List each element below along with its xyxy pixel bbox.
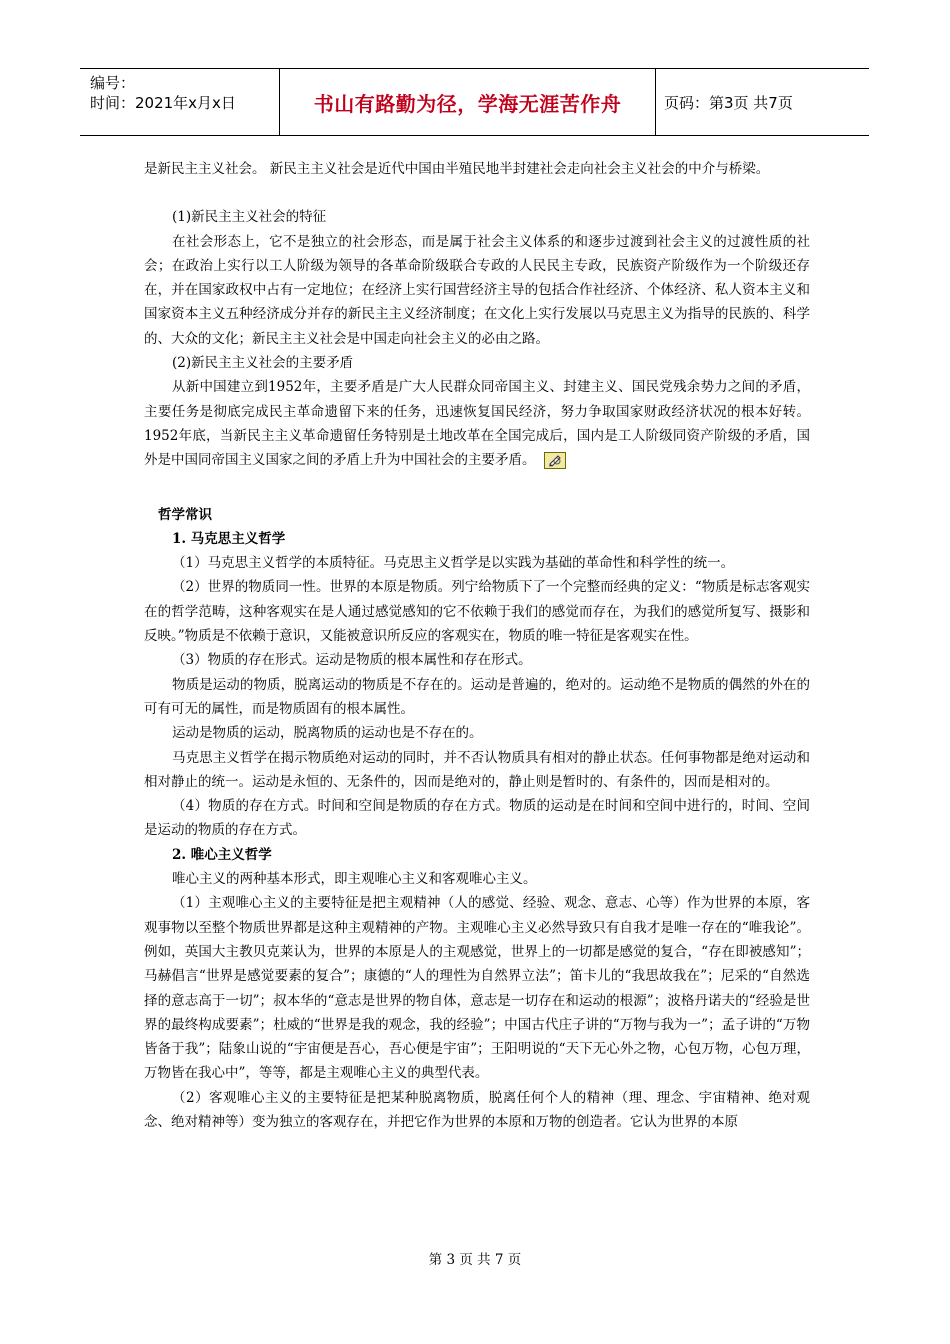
paragraph: （1）马克思主义哲学的本质特征。马克思主义哲学是以实践为基础的革命性和科学性的统一。 [172, 555, 735, 572]
page-footer: 第 3 页 共 7 页 [428, 1252, 522, 1268]
header-motto: 书山有路勤为径，学海无涯苦作舟 [280, 69, 656, 135]
document-body [144, 157, 810, 1134]
subsection-title: 1. 马克思主义哲学 [172, 530, 286, 547]
paragraph: （4）物质的存在方式。时间和空间是物质的存在方式。物质的运动是在时间和空间中进行的，时间、空间是运动的物质的存在方式。 [144, 798, 810, 839]
memo-icon[interactable] [544, 452, 566, 469]
number-label: 编号： [90, 74, 136, 92]
header-meta [80, 69, 280, 135]
paragraph: 唯心主义的两种基本形式，即主观唯心主义和客观唯心主义。 [172, 871, 537, 888]
header-page-code: 页码：第3页 共7页 [664, 93, 793, 112]
paragraph: 物质是运动的物质，脱离运动的物质是不存在的。运动是普遍的，绝对的。运动绝不是物质的偶然的外在的可有可无的属性，而是物质固有的根本属性。 [144, 676, 810, 717]
paragraph: 运动是物质的运动，脱离物质的运动也是不存在的。 [172, 725, 483, 742]
section-title: 哲学常识 [158, 506, 212, 523]
paragraph: （2）世界的物质同一性。世界的本原是物质。列宁给物质下了一个完整而经典的定义：“物质是标志客观实在的哲学范畴，这种客观实在是人通过感觉感知的它不依赖于我们的感觉而存在，为我们的感觉所复写、摄影和反映。”物质是不依赖于意识，又能被意识所反应的客观实在，物质的唯一特征是客观实在性。 [144, 579, 810, 645]
time-label: 时间：2021年x月x日 [90, 94, 236, 112]
subheading: (2)新民主主义社会的主要矛盾 [172, 355, 354, 372]
paragraph-text: 从新中国建立到1952年，主要矛盾是广大人民群众同帝国主义、封建主义、国民党残余势力之间的矛盾，主要任务是彻底完成民主革命遗留下来的任务，迅速恢复国民经济，努力争取国家财政经济状况的根本好转。1952年底，当新民主主义革命遗留任务特别是土地改革在全国完成后，国内是工人阶级同资产阶级的矛盾，国外是中国同帝国主义国家之间的矛盾上升为中国社会的主要矛盾。 [144, 379, 810, 469]
paragraph: （2）客观唯心主义的主要特征是把某种脱离物质，脱离任何个人的精神（理、理念、宇宙精神、绝对观念、绝对精神等）变为独立的客观存在，并把它作为世界的本原和万物的创造者。它认为世界的本原 [144, 1089, 810, 1130]
paragraph: （1）主观唯心主义的主要特征是把主观精神（人的感觉、经验、观念、意志、心等）作为世界的本原，客观事物以至整个物质世界都是这种主观精神的产物。主观唯心主义必然导致只有自我才是唯一存在的“唯我论”。例如，英国大主教贝克莱认为，世界的本原是人的主观感觉，世界上的一切都是感觉的复合，“存在即被感知”；马赫倡言“世界是感觉要素的复合”；康德的“人的理性为自然界立法”；笛卡儿的“我思故我在”；尼采的“自然选择的意志高于一切”；叔本华的“意志是世界的物自体，意志是一切存在和运动的根源”；波格丹诺夫的“经验是世界的最终构成要素”；杜威的“世界是我的观念，我的经验”；中国古代庄子讲的“万物与我为一”；孟子讲的“万物皆备于我”；陆象山说的“宇宙便是吾心，吾心便是宇宙”；王阳明说的“天下无心外之物，心包万物，心包万理，万物皆在我心中”，等等，都是主观唯心主义的典型代表。 [144, 895, 810, 1082]
paragraph: 马克思主义哲学在揭示物质绝对运动的同时，并不否认物质具有相对的静止状态。任何事物都是绝对运动和相对静止的统一。运动是永恒的、无条件的，因而是绝对的，静止则是暂时的、有条件的，因而是相对的。 [144, 749, 810, 790]
subheading: (1)新民主主义社会的特征 [172, 209, 327, 226]
page-header [80, 68, 869, 136]
paragraph: 在社会形态上，它不是独立的社会形态，而是属于社会主义体系的和逐步过渡到社会主义的过渡性质的社会；在政治上实行以工人阶级为领导的各革命阶级联合专政的人民民主专政，民族资产阶级作为一个阶级还存在，并在国家政权中占有一定地位；在经济上实行国营经济主导的包括合作社经济、个体经济、私人资本主义和国家资本主义五种经济成分并存的新民主主义经济制度；在文化上实行发展以马克思主义为指导的民族的、科学的、大众的文化；新民主主义社会是中国走向社会主义的必由之路。 [144, 233, 810, 347]
paragraph: 是新民主主义社会。 新民主主义社会是近代中国由半殖民地半封建社会走向社会主义社会的中介与桥梁。 [144, 161, 770, 177]
subsection-title: 2. 唯心主义哲学 [172, 846, 272, 863]
paragraph [144, 375, 810, 472]
paragraph: （3）物质的存在形式。运动是物质的根本属性和存在形式。 [172, 652, 532, 669]
